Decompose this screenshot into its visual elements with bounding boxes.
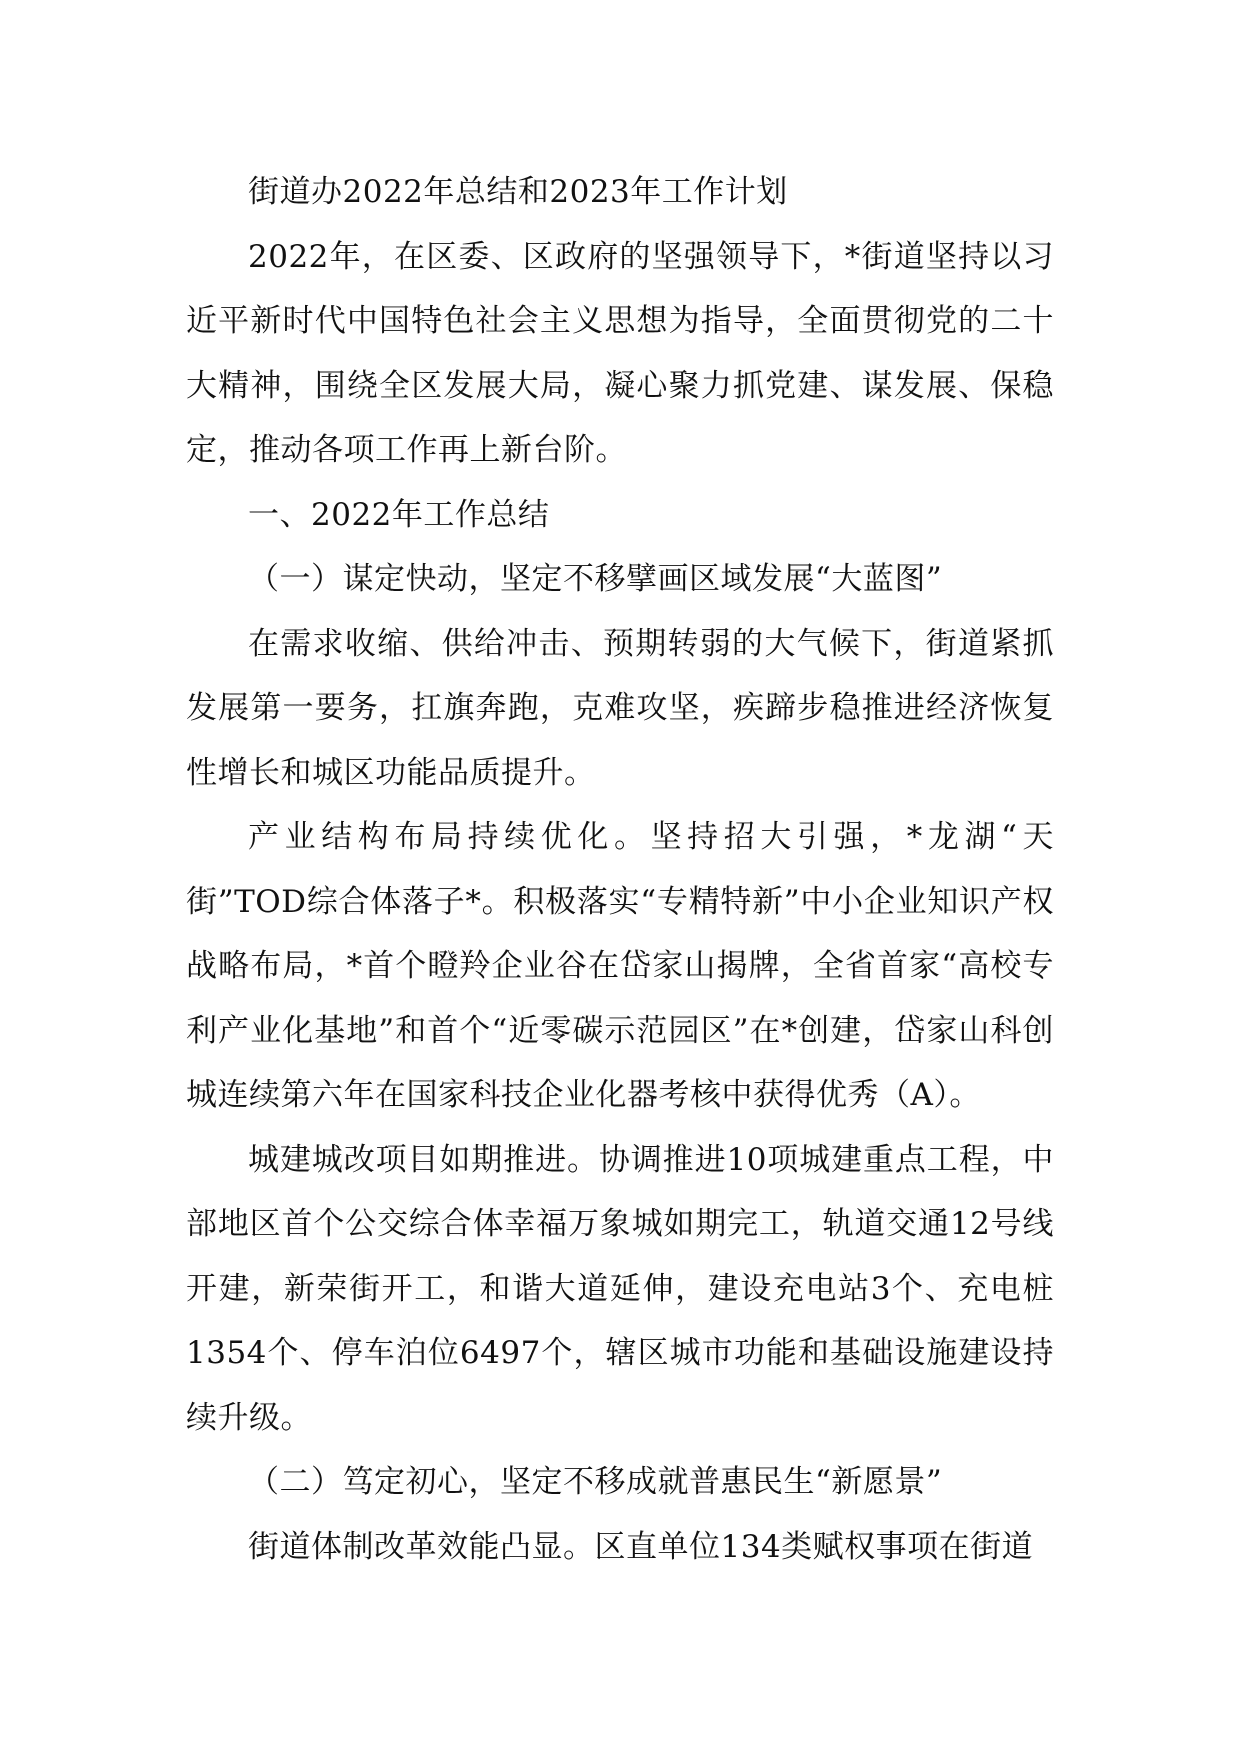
body-paragraph: 街道体制改革效能凸显。区直单位134类赋权事项在街道 xyxy=(248,1528,1034,1565)
subsection-heading: （一）谋定快动，坚定不移擘画区域发展“大蓝图” xyxy=(248,561,943,597)
document-title: 街道办2022年总结和2023年工作计划 xyxy=(248,174,788,210)
body-paragraph: 城建城改项目如期推进。协调推进10项城建重点工程，中部地区首个公交综合体幸福万象城如期完工，轨道交通12号线开建，新荣街开工，和谐大道延伸，建设充电站3个、充电桩1354个、停车泊位6497个，辖区城市功能和基础设施建设持续升级。 xyxy=(186,1141,1054,1436)
section-heading: 一、2022年工作总结 xyxy=(248,496,550,533)
body-paragraph: 在需求收缩、供给冲击、预期转弱的大气候下，街道紧抓发展第一要务，扛旗奔跑，克难攻坚，疾蹄步稳推进经济恢复性增长和城区功能品质提升。 xyxy=(186,625,1054,791)
body-paragraph: 产业结构布局持续优化。坚持招大引强，*龙湖“天街”TOD综合体落子*。积极落实“专精特新”中小企业知识产权战略布局，*首个瞪羚企业谷在岱家山揭牌，全省首家“高校专利产业化基地”和首个“近零碳示范园区”在*创建，岱家山科创城连续第六年在国家科技企业化器考核中获得优秀（A）。 xyxy=(186,819,1054,1113)
document-body xyxy=(186,160,1054,1579)
subsection-heading: （二）笃定初心，坚定不移成就普惠民生“新愿景” xyxy=(248,1464,943,1500)
intro-paragraph: 2022年，在区委、区政府的坚强领导下，*街道坚持以习近平新时代中国特色社会主义思想为指导，全面贯彻党的二十大精神，围绕全区发展大局，凝心聚力抓党建、谋发展、保稳定，推动各项工作再上新台阶。 xyxy=(186,238,1054,468)
